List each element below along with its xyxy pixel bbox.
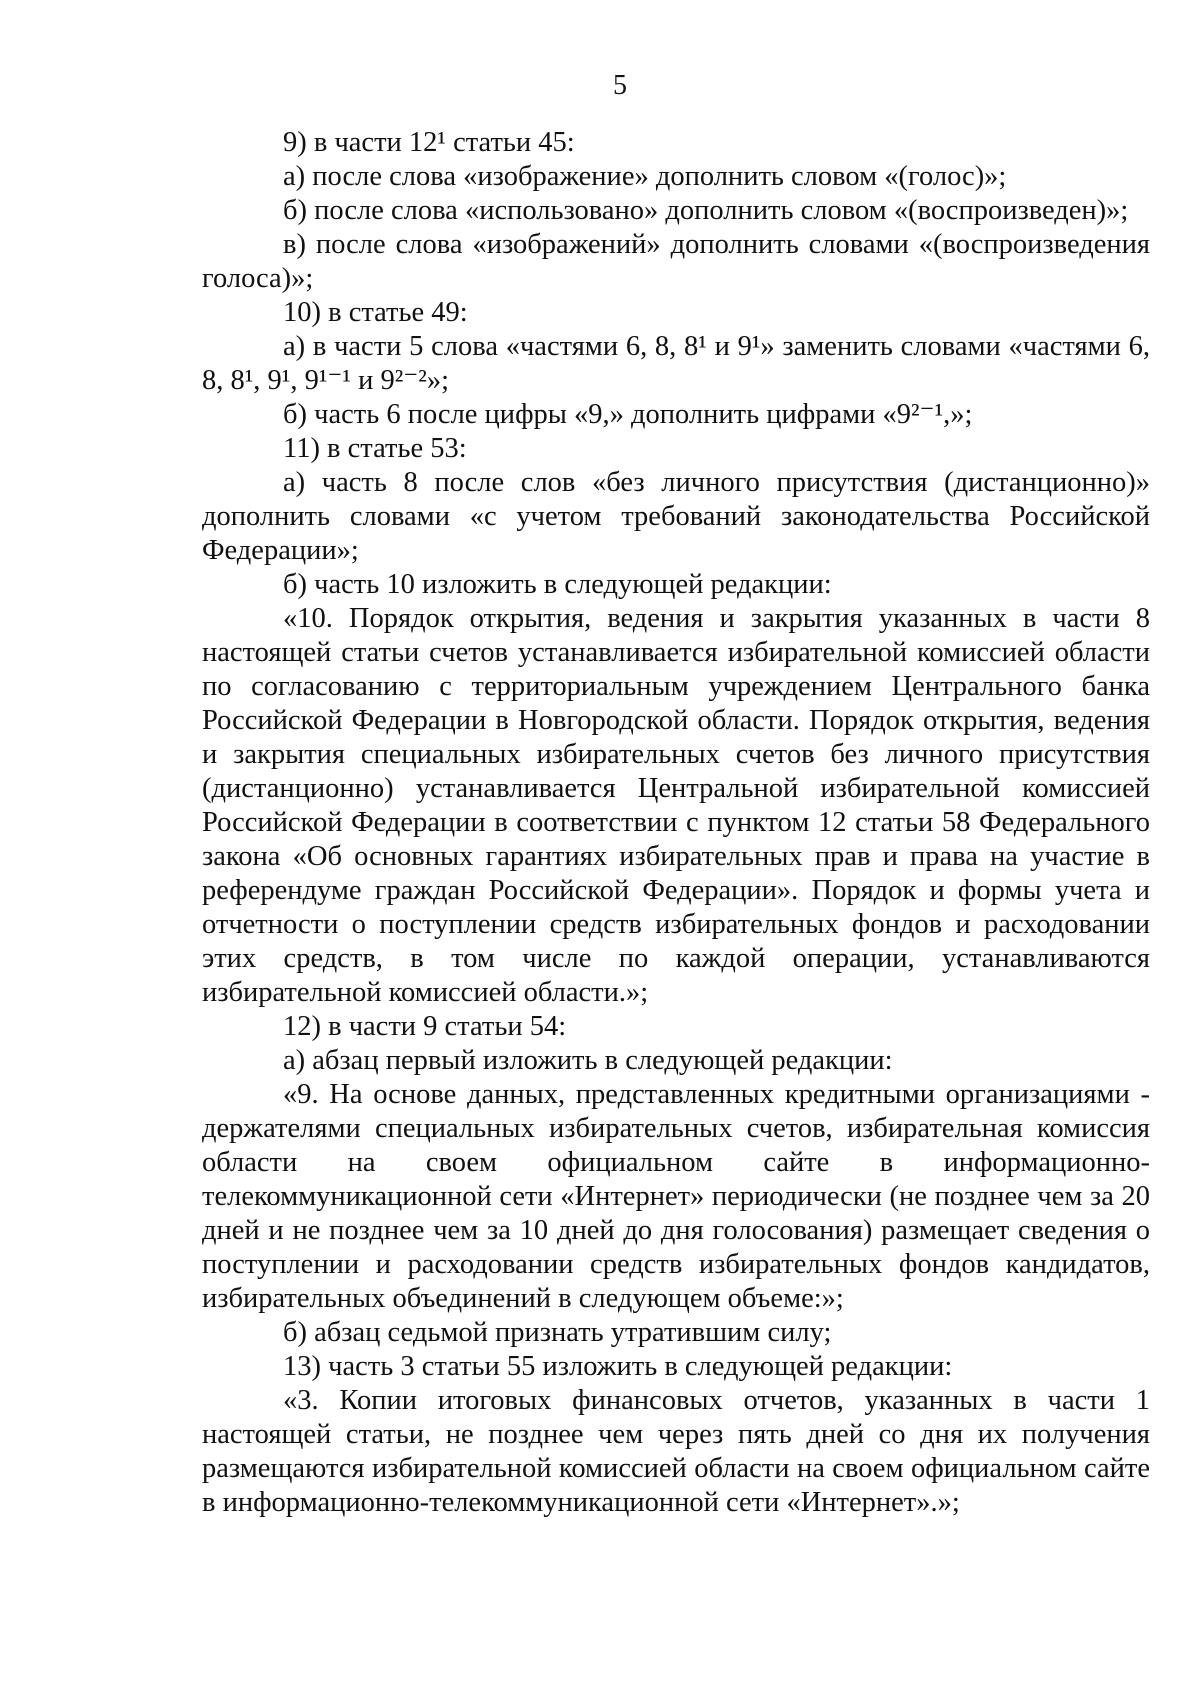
page-number: 5 <box>613 70 627 101</box>
paragraph-item-10a: а) в части 5 слова «частями 6, 8, 8¹ и 9¹» заменить словами «частями 6, 8, 8¹, 9¹, 9¹⁻¹ и 9²⁻²»; <box>202 331 1150 396</box>
paragraph-item-12b: б) абзац седьмой признать утратившим силу; <box>283 1317 832 1348</box>
paragraph-item-9v: в) после слова «изображений» дополнить словами «(воспроизведения голоса)»; <box>202 229 1150 294</box>
paragraph-item-10: 10) в статье 49: <box>283 297 468 328</box>
paragraph-item-13: 13) часть 3 статьи 55 изложить в следующей редакции: <box>283 1351 953 1382</box>
paragraph-item-9a: а) после слова «изображение» дополнить словом «(голос)»; <box>283 161 1007 192</box>
paragraph-item-9b: б) после слова «использовано» дополнить словом «(воспроизведен)»; <box>283 195 1129 226</box>
document-body <box>202 126 1150 1520</box>
paragraph-item-11b: б) часть 10 изложить в следующей редакции: <box>283 569 832 600</box>
paragraph-item-12: 12) в части 9 статьи 54: <box>283 1011 567 1042</box>
quoted-part-9: «9. На основе данных, представленных кредитными организациями - держателями специальных избирательных счетов, избирательная комиссия области на своем официальном сайте в информационно-телекоммуникационной сети «Интернет» периодически (не позднее чем за 20 дней и не позднее чем за 10 дней до дня голосования) размещает сведения о поступлении и расходовании средств избирательных фондов кандидатов, избирательных объединений в следующем объеме:»; <box>202 1079 1150 1314</box>
paragraph-item-11a: а) часть 8 после слов «без личного присутствия (дистанционно)» дополнить словами «с учетом требований законодательства Российской Федерации»; <box>202 467 1150 566</box>
quoted-part-10: «10. Порядок открытия, ведения и закрытия указанных в части 8 настоящей статьи счетов устанавливается избирательной комиссией области по согласованию с территориальным учреждением Центрального банка Российской Федерации в Новгородской области. Порядок открытия, ведения и закрытия специальных избирательных счетов без личного присутствия (дистанционно) устанавливается Центральной избирательной комиссией Российской Федерации в соответствии с пунктом 12 статьи 58 Федерального закона «Об основных гарантиях избирательных прав и права на участие в референдуме граждан Российской Федерации». Порядок и формы учета и отчетности о поступлении средств избирательных фондов и расходовании этих средств, в том числе по каждой операции, устанавливаются избирательной комиссией области.»; <box>202 603 1150 1008</box>
paragraph-item-11: 11) в статье 53: <box>283 433 467 464</box>
quoted-part-3: «3. Копии итоговых финансовых отчетов, указанных в части 1 настоящей статьи, не позднее чем через пять дней со дня их получения размещаются избирательной комиссией области на своем официальном сайте в информационно-телекоммуникационной сети «Интернет».»; <box>202 1385 1150 1518</box>
paragraph-item-12a: а) абзац первый изложить в следующей редакции: <box>283 1045 893 1076</box>
paragraph-item-10b: б) часть 6 после цифры «9,» дополнить цифрами «9²⁻¹,»; <box>283 399 973 430</box>
paragraph-item-9: 9) в части 12¹ статьи 45: <box>283 127 575 158</box>
